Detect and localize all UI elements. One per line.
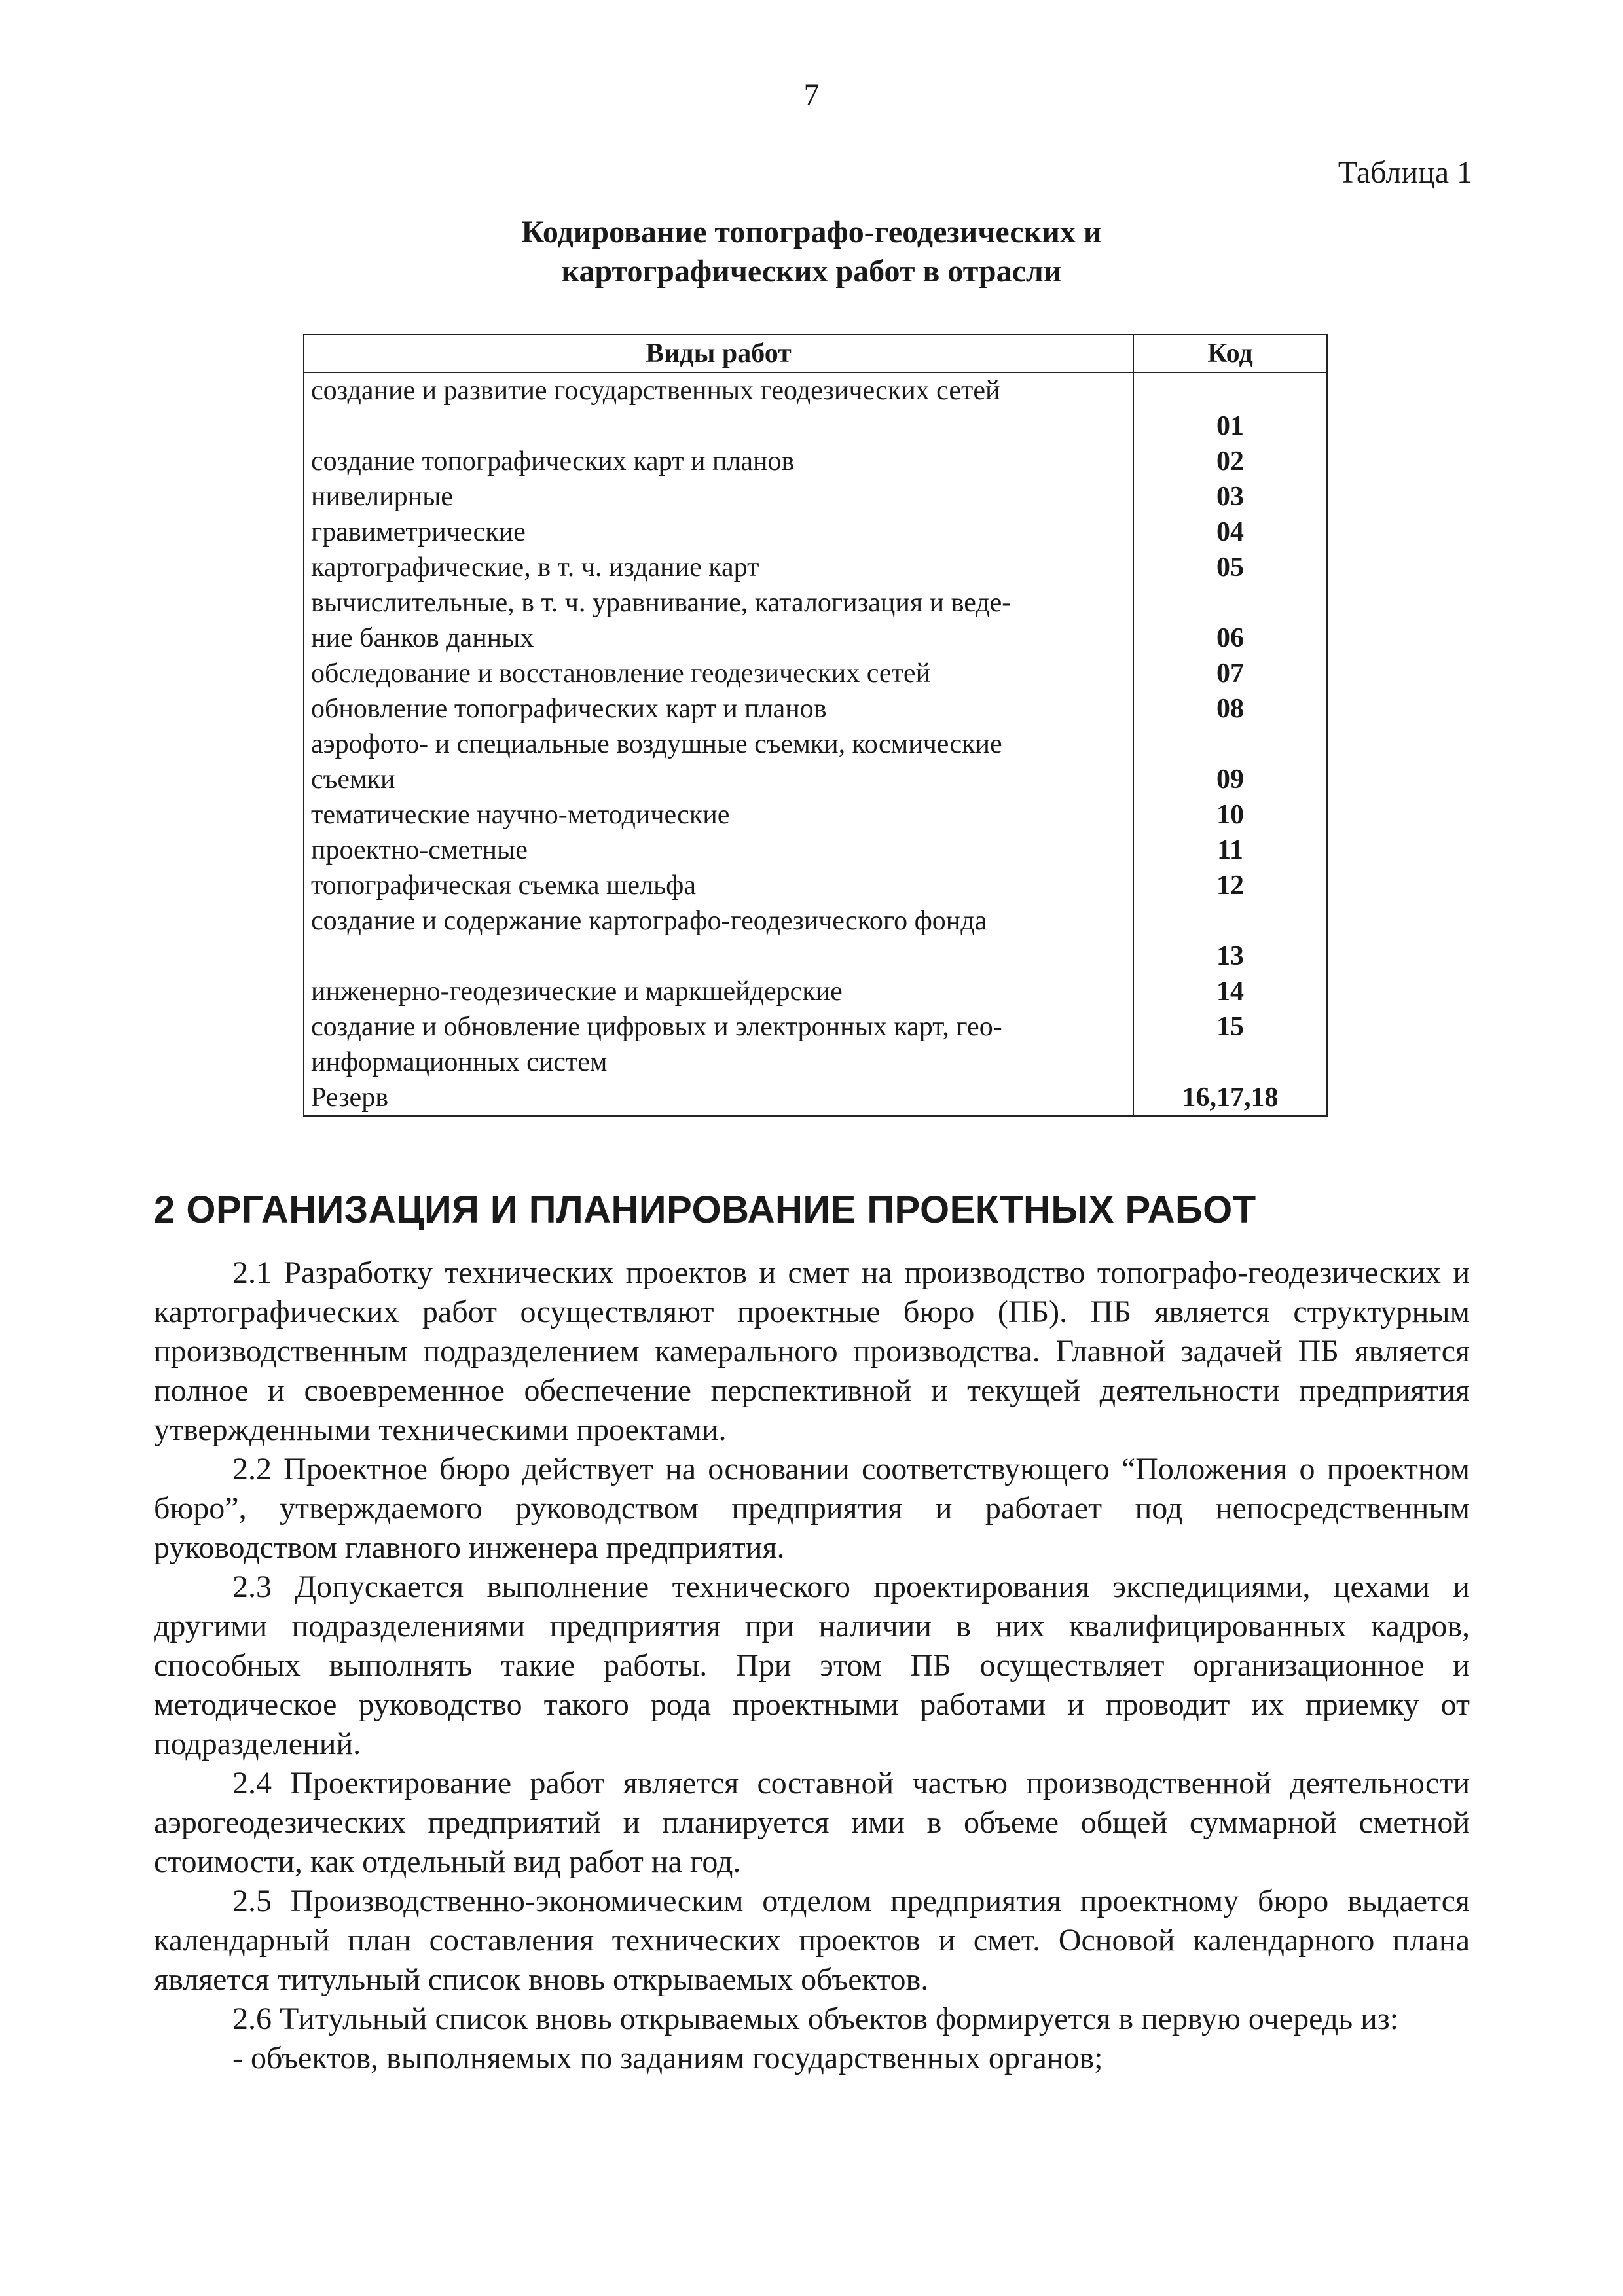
table-row bbox=[304, 550, 1327, 585]
table-row bbox=[304, 656, 1327, 691]
code-cell: 02 bbox=[1133, 444, 1327, 479]
table-row bbox=[304, 1045, 1327, 1080]
table-row bbox=[304, 903, 1327, 939]
code-cell: 14 bbox=[1133, 974, 1327, 1009]
table-title-line: картографических работ в отрасли bbox=[561, 254, 1062, 289]
table-row bbox=[304, 444, 1327, 479]
code-cell: 13 bbox=[1133, 939, 1327, 974]
code-cell bbox=[1133, 903, 1327, 939]
table-row bbox=[304, 691, 1327, 726]
code-cell bbox=[1133, 726, 1327, 762]
paragraph: 2.4 Проектирование работ является составной частью производственной деятельности аэрогеодезических предприятий и планируется ими в объеме общей суммарной сметной стоимости, как отдельный вид работ на год. bbox=[154, 1766, 1470, 1879]
table-row bbox=[304, 1009, 1327, 1045]
kind-cell: ние банков данных bbox=[304, 620, 1133, 656]
table-row bbox=[304, 797, 1327, 833]
paragraph: 2.5 Производственно-экономическим отделом предприятия проектному бюро выдается календарный план составления технических проектов и смет. Основой календарного плана является титульный список вновь открываемых объектов. bbox=[154, 1884, 1470, 1997]
table-row bbox=[304, 372, 1327, 408]
code-cell: 07 bbox=[1133, 656, 1327, 691]
kind-cell: тематические научно-методические bbox=[304, 797, 1133, 833]
kind-cell: проектно-сметные bbox=[304, 833, 1133, 868]
code-cell: 12 bbox=[1133, 868, 1327, 903]
kind-cell: картографические, в т. ч. издание карт bbox=[304, 550, 1133, 585]
kind-cell: обновление топографических карт и планов bbox=[304, 691, 1133, 726]
table-title-line: Кодирование топографо-геодезических и bbox=[521, 215, 1102, 249]
table-row bbox=[304, 1080, 1327, 1116]
code-cell bbox=[1133, 372, 1327, 408]
table-row bbox=[304, 868, 1327, 903]
code-cell: 09 bbox=[1133, 762, 1327, 797]
paragraph: 2.3 Допускается выполнение технического проектирования экспедициями, цехами и другими подразделениями предприятия при наличии в них квалифицированных кадров, способных выполнять такие работы. При этом ПБ осуществляет организационное и методическое руководство такого рода проектными работами и проводит их приемку от подразделений. bbox=[154, 1570, 1470, 1761]
table-title bbox=[0, 213, 1623, 291]
code-cell bbox=[1133, 1045, 1327, 1080]
table-row bbox=[304, 939, 1327, 974]
code-cell: 08 bbox=[1133, 691, 1327, 726]
kind-cell: создание и развитие государственных геодезических сетей bbox=[304, 372, 1133, 408]
code-cell: 01 bbox=[1133, 408, 1327, 444]
code-cell: 05 bbox=[1133, 550, 1327, 585]
kind-cell: создание и содержание картографо-геодезического фонда bbox=[304, 903, 1133, 939]
kind-cell: создание топографических карт и планов bbox=[304, 444, 1133, 479]
paragraph: 2.2 Проектное бюро действует на основании соответствующего “Положения о проектном бюро”, утверждаемого руководством предприятия и работает под непосредственным руководством главного инженера предприятия. bbox=[154, 1452, 1470, 1565]
kind-cell: аэрофото- и специальные воздушные съемки, космические bbox=[304, 726, 1133, 762]
kind-cell: гравиметрические bbox=[304, 514, 1133, 550]
kind-cell: нивелирные bbox=[304, 479, 1133, 514]
code-cell: 11 bbox=[1133, 833, 1327, 868]
table-row bbox=[304, 762, 1327, 797]
code-cell: 15 bbox=[1133, 1009, 1327, 1045]
code-cell: 06 bbox=[1133, 620, 1327, 656]
code-cell: 10 bbox=[1133, 797, 1327, 833]
kind-cell: инженерно-геодезические и маркшейдерские bbox=[304, 974, 1133, 1009]
code-cell: 16,17,18 bbox=[1133, 1080, 1327, 1116]
table-row bbox=[304, 514, 1327, 550]
table-row bbox=[304, 974, 1327, 1009]
kind-cell bbox=[304, 939, 1133, 974]
table-row bbox=[304, 833, 1327, 868]
code-cell bbox=[1133, 585, 1327, 620]
table-row bbox=[304, 408, 1327, 444]
kind-cell: Резерв bbox=[304, 1080, 1133, 1116]
table-label: Таблица 1 bbox=[1338, 155, 1472, 190]
table-header-row bbox=[304, 334, 1327, 372]
body-text bbox=[154, 1253, 1470, 2078]
kind-cell: создание и обновление цифровых и электронных карт, гео- bbox=[304, 1009, 1133, 1045]
kind-cell: топографическая съемка шельфа bbox=[304, 868, 1133, 903]
kind-cell: обследование и восстановление геодезических сетей bbox=[304, 656, 1133, 691]
work-codes-table bbox=[303, 334, 1328, 1117]
kind-cell bbox=[304, 408, 1133, 444]
table-row bbox=[304, 620, 1327, 656]
table-row bbox=[304, 726, 1327, 762]
list-item: - объектов, выполняемых по заданиям государственных органов; bbox=[232, 2041, 1103, 2075]
kind-cell: вычислительные, в т. ч. уравнивание, каталогизация и веде- bbox=[304, 585, 1133, 620]
kind-cell: информационных систем bbox=[304, 1045, 1133, 1080]
paragraph: 2.6 Титульный список вновь открываемых объектов формируется в первую очередь из: bbox=[232, 2001, 1399, 2036]
code-cell: 03 bbox=[1133, 479, 1327, 514]
column-header-code: Код bbox=[1133, 334, 1327, 372]
section-heading: 2 ОРГАНИЗАЦИЯ И ПЛАНИРОВАНИЕ ПРОЕКТНЫХ РАБОТ bbox=[154, 1189, 1256, 1231]
table-row bbox=[304, 479, 1327, 514]
table-row bbox=[304, 585, 1327, 620]
code-cell: 04 bbox=[1133, 514, 1327, 550]
kind-cell: съемки bbox=[304, 762, 1133, 797]
column-header-kind: Виды работ bbox=[304, 334, 1133, 372]
page-number: 7 bbox=[803, 78, 820, 113]
paragraph: 2.1 Разработку технических проектов и смет на производство топографо-геодезических и картографических работ осуществляют проектные бюро (ПБ). ПБ является структурным производственным подразделением камерального производства. Главной задачей ПБ является полное и своевременное обеспечение перспективной и текущей деятельности предприятия утвержденными техническими проектами. bbox=[154, 1255, 1470, 1447]
